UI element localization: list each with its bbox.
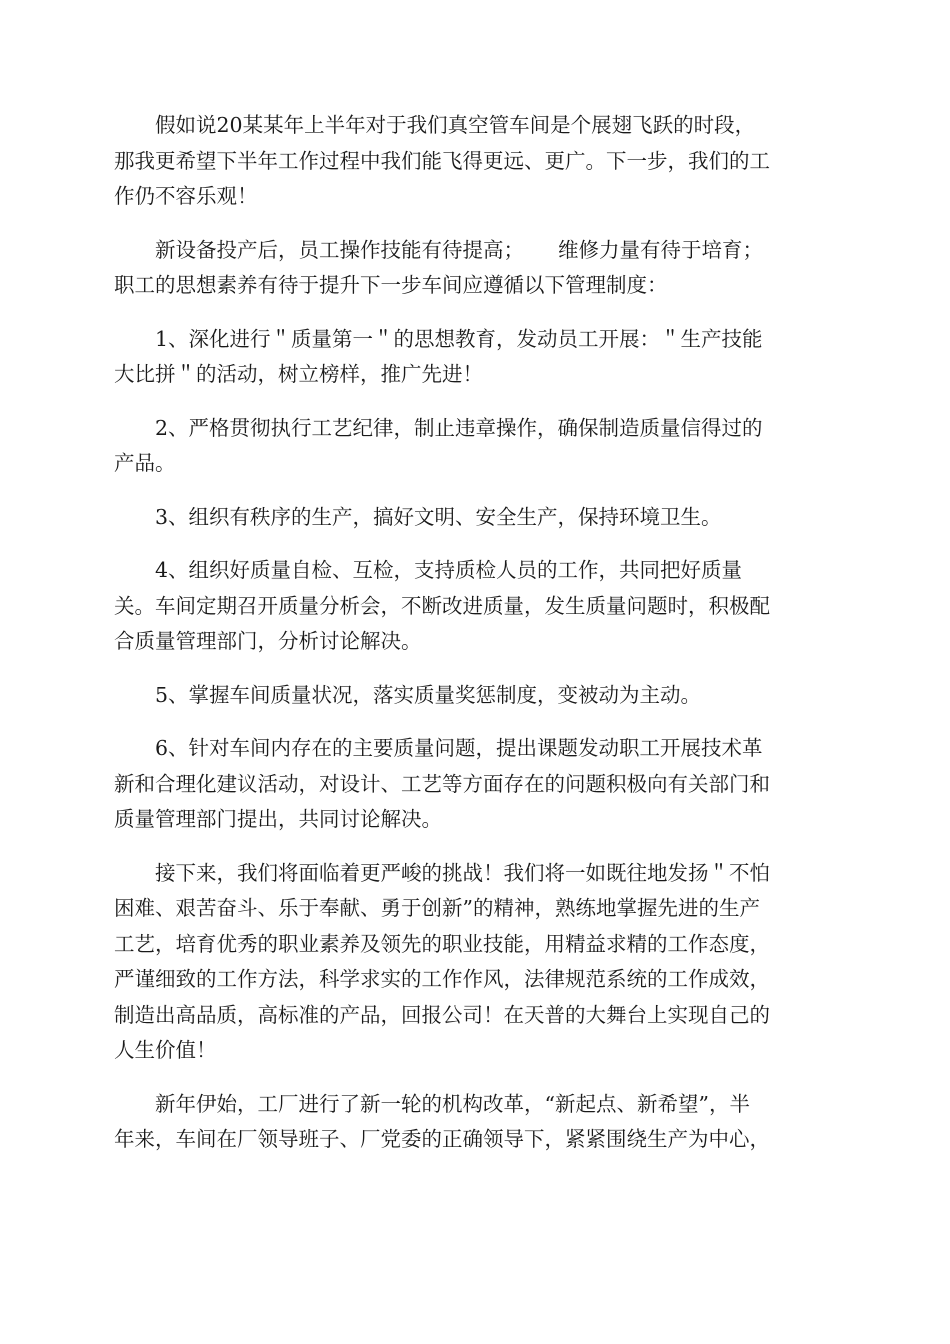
paragraph-line: 新设备投产后，员工操作技能有待提高；: [155, 237, 524, 262]
paragraph-line: 1、深化进行＂质量第一＂的思想教育，发动员工开展：＂生产技能: [155, 326, 763, 351]
paragraph-2: [114, 233, 834, 304]
paragraph-line: 5、掌握车间质量状况，落实质量奖惩制度，变被动为主动。: [155, 682, 702, 707]
paragraph-3: [114, 322, 834, 393]
paragraph-line: 新和合理化建议活动，对设计、工艺等方面存在的问题积极向有关部门和: [114, 771, 770, 796]
paragraph-line: 职工的思想素养有待于提升下一步车间应遵循以下管理制度：: [114, 273, 668, 297]
paragraph-10: [114, 1087, 834, 1158]
paragraph-line: 困难、艰苦奋斗、乐于奉献、勇于创新”的精神，熟练地掌握先进的生产: [114, 896, 760, 920]
document-body: [114, 108, 834, 1176]
paragraph-line: 作仍不容乐观！: [114, 184, 258, 208]
paragraph-line: 2、严格贯彻执行工艺纪律，制止违章操作，确保制造质量信得过的: [155, 415, 763, 440]
paragraph-line: 制造出高品质，高标准的产品，回报公司！在天普的大舞台上实现自己的: [114, 1002, 770, 1027]
paragraph-9: [114, 856, 834, 1069]
paragraph-line: 6、针对车间内存在的主要质量问题，提出课题发动职工开展技术革: [155, 736, 763, 760]
paragraph-line: 4、组织好质量自检、互检，支持质检人员的工作，共同把好质量: [155, 558, 743, 582]
paragraph-5: [114, 500, 834, 536]
paragraph-line: 新年伊始，工厂进行了新一轮的机构改革，“新起点、新希望”，半: [155, 1091, 750, 1116]
paragraph-line: 工艺，培育优秀的职业素养及领先的职业技能，用精益求精的工作态度，: [114, 931, 770, 956]
paragraph-line: 假如说20某某年上半年对于我们真空管车间是个展翅飞跃的时段，: [155, 113, 756, 137]
paragraph-7: [114, 678, 834, 714]
paragraph-line: 维修力量有待于培育；: [558, 237, 763, 262]
paragraph-line: 质量管理部门提出，共同讨论解决。: [114, 807, 442, 831]
paragraph-line: 3、组织有秩序的生产，搞好文明、安全生产，保持环境卫生。: [155, 504, 722, 529]
paragraph-line-group: [114, 233, 834, 269]
paragraph-8: [114, 731, 834, 838]
paragraph-line: 年来，车间在厂领导班子、厂党委的正确领导下，紧紧围绕生产为中心，: [114, 1127, 770, 1151]
paragraph-4: [114, 411, 834, 482]
paragraph-line: 关。车间定期召开质量分析会，不断改进质量，发生质量问题时，积极配: [114, 593, 770, 618]
paragraph-line: 人生价值！: [114, 1038, 217, 1062]
paragraph-line: 接下来，我们将面临着更严峻的挑战！我们将一如既往地发扬＂不怕: [155, 860, 770, 885]
paragraph-line: 产品。: [114, 451, 176, 475]
paragraph-line: 大比拼＂的活动，树立榜样，推广先进！: [114, 362, 483, 386]
paragraph-6: [114, 553, 834, 660]
paragraph-line: 严谨细致的工作方法，科学求实的工作作风，法律规范系统的工作成效，: [114, 967, 770, 991]
paragraph-1: [114, 108, 834, 215]
paragraph-line: 合质量管理部门，分析讨论解决。: [114, 629, 422, 653]
paragraph-line: 那我更希望下半年工作过程中我们能飞得更远、更广。下一步，我们的工: [114, 148, 770, 173]
